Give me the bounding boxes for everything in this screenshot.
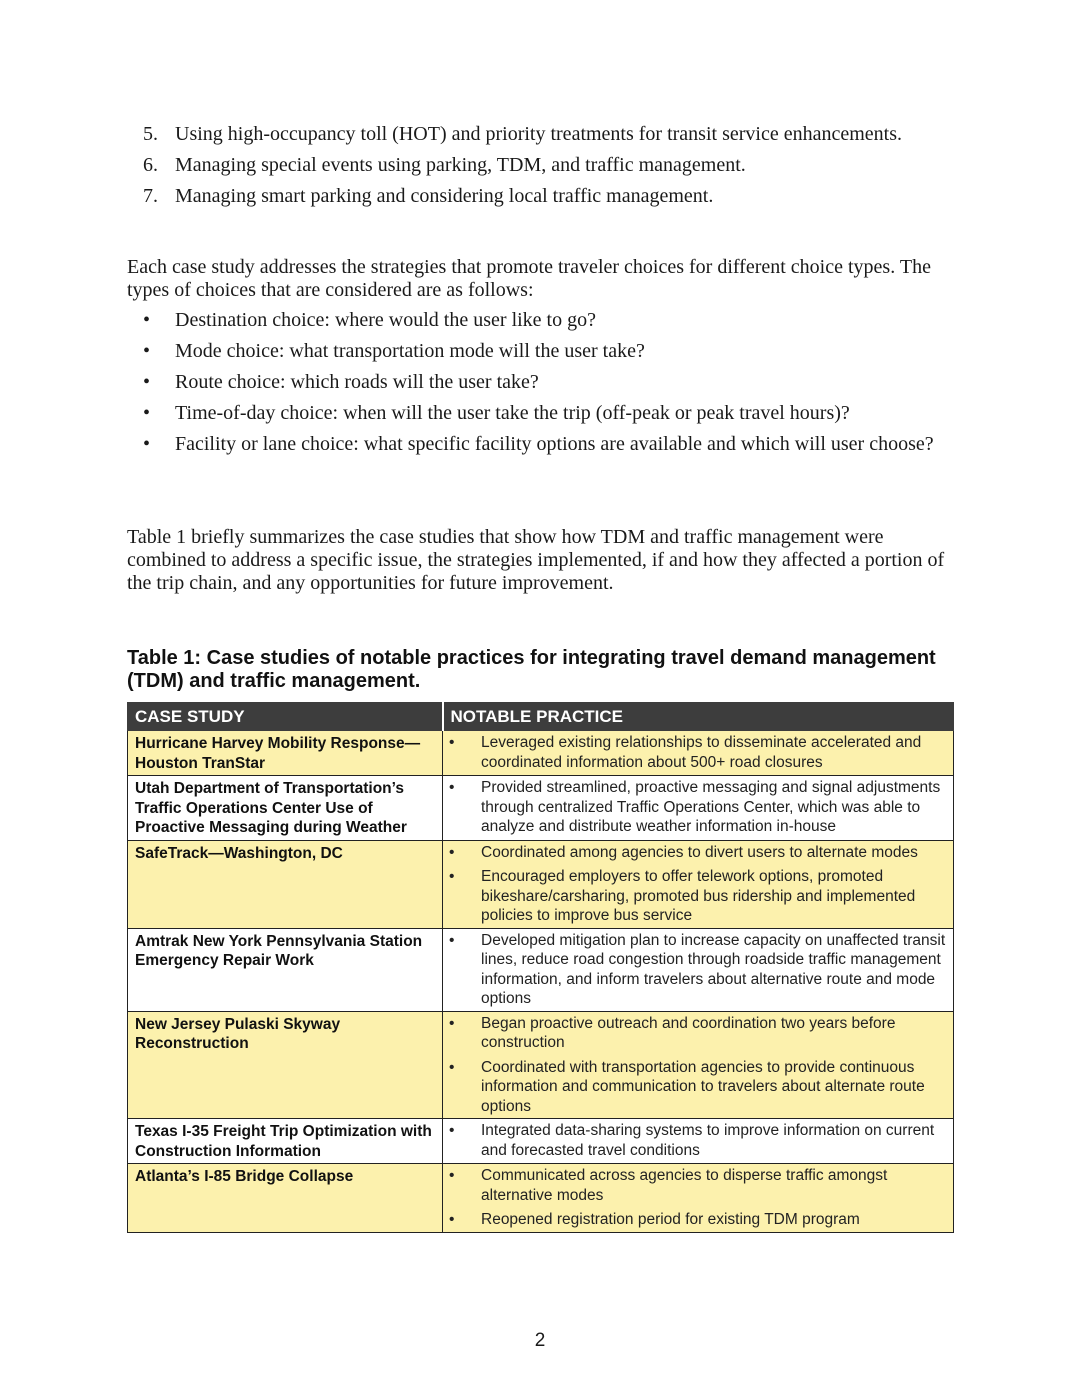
bullet-item: • Time-of-day choice: when will the user take the trip (off-peak or peak travel hours)?	[143, 402, 850, 424]
bullet-marker: •	[449, 931, 455, 949]
numbered-list-item: 6. Managing special events using parking, TDM, and traffic management.	[143, 154, 746, 176]
bullet-marker: •	[449, 868, 455, 885]
bullet-marker: •	[449, 1058, 455, 1076]
case-study-cell: Amtrak New York Pennsylvania Station Emergency Repair Work	[128, 928, 443, 1011]
practice-text: Began proactive outreach and coordination two years before construction	[481, 1014, 896, 1051]
column-header-case-study: CASE STUDY	[128, 703, 443, 731]
practice-item	[448, 778, 948, 837]
bullet-item: • Mode choice: what transportation mode will the user take?	[143, 340, 645, 362]
bullet-item: • Destination choice: where would the user like to go?	[143, 309, 596, 331]
page-number: 2	[534, 1330, 546, 1351]
table-header-row	[128, 703, 954, 731]
table-row	[128, 840, 954, 928]
notable-practice-cell	[443, 1164, 954, 1233]
practice-text: Coordinated with transportation agencies to provide continuous information and communication to travelers about alternate route options	[481, 1058, 925, 1115]
bullet-marker: •	[449, 843, 455, 861]
case-study-cell: Atlanta’s I-85 Bridge Collapse	[128, 1164, 443, 1233]
practice-text: Coordinated among agencies to divert users to alternate modes	[481, 843, 918, 861]
practice-text: Integrated data-sharing systems to improve information on current and forecasted travel conditions	[481, 1122, 935, 1159]
practice-text: Reopened registration period for existing TDM program	[481, 1211, 860, 1228]
bullet-marker: •	[449, 1014, 455, 1032]
column-header-notable-practice: NOTABLE PRACTICE	[443, 703, 954, 731]
numbered-list	[143, 122, 963, 215]
practice-text: Provided streamlined, proactive messaging and signal adjustments through centralized Traffic Operations Center, which was able to analyze and distribute weather information in-house	[481, 779, 941, 835]
table-body	[128, 731, 954, 1233]
case-study-cell: Texas I-35 Freight Trip Optimization with Construction Information	[128, 1119, 443, 1164]
practice-text: Developed mitigation plan to increase capacity on unaffected transit lines, reduce road congestion through roadside traffic management information, and inform travelers about alternative route and mode options	[481, 931, 946, 1007]
table-row	[128, 1119, 954, 1164]
case-study-cell: SafeTrack—Washington, DC	[128, 840, 443, 928]
notable-practice-cell	[443, 928, 954, 1011]
bullet-marker: •	[449, 779, 455, 796]
practice-text: Encouraged employers to offer telework options, promoted bikeshare/carsharing, promoted bus ridership and implemented policies to improve bus service	[481, 868, 916, 924]
table-title: Table 1: Case studies of notable practices for integrating travel demand management (TDM) and traffic management.	[127, 647, 936, 692]
practice-item	[448, 1166, 948, 1205]
practice-text: Leveraged existing relationships to disseminate accelerated and coordinated information about 500+ road closures	[481, 734, 922, 771]
bullet-marker: •	[449, 1122, 455, 1139]
table-row	[128, 776, 954, 841]
case-studies-table	[127, 702, 954, 1233]
practice-item	[448, 1058, 948, 1117]
notable-practice-cell	[443, 1011, 954, 1119]
case-study-cell: Hurricane Harvey Mobility Response—Houston TranStar	[128, 731, 443, 776]
practice-item	[448, 843, 948, 863]
bullet-item: • Route choice: which roads will the user take?	[143, 371, 539, 393]
notable-practice-cell	[443, 731, 954, 776]
notable-practice-cell	[443, 1119, 954, 1164]
practice-text: Communicated across agencies to disperse traffic amongst alternative modes	[481, 1167, 888, 1204]
table-row	[128, 1164, 954, 1233]
bullet-marker: •	[449, 734, 455, 751]
numbered-list-item: 5. Using high-occupancy toll (HOT) and priority treatments for transit service enhancements.	[143, 123, 902, 145]
practice-item	[448, 1210, 948, 1230]
bullet-marker: •	[449, 1167, 455, 1184]
case-study-cell: New Jersey Pulaski Skyway Reconstruction	[128, 1011, 443, 1119]
practice-item	[448, 733, 948, 772]
table-row	[128, 731, 954, 776]
numbered-list-item: 7. Managing smart parking and considering local traffic management.	[143, 185, 714, 207]
bullet-item: • Facility or lane choice: what specific facility options are available and which will user choose?	[143, 433, 934, 455]
bullet-marker: •	[449, 1211, 455, 1228]
notable-practice-cell	[443, 776, 954, 841]
practice-item	[448, 1014, 948, 1053]
table-row	[128, 1011, 954, 1119]
practice-item	[448, 867, 948, 926]
table-row	[128, 928, 954, 1011]
choice-types-list	[143, 309, 943, 464]
summary-paragraph: Table 1 briefly summarizes the case studies that show how TDM and traffic management were combined to address a specific issue, the strategies implemented, if and how they affected a portion of the trip chain, and any opportunities for future improvement.	[127, 526, 945, 594]
notable-practice-cell	[443, 840, 954, 928]
case-study-cell: Utah Department of Transportation’s Traffic Operations Center Use of Proactive Messaging during Weather	[128, 776, 443, 841]
intro-paragraph: Each case study addresses the strategies that promote traveler choices for different choice types. The types of choices that are considered are as follows:	[127, 256, 931, 301]
practice-item	[448, 931, 948, 1009]
practice-item	[448, 1121, 948, 1160]
